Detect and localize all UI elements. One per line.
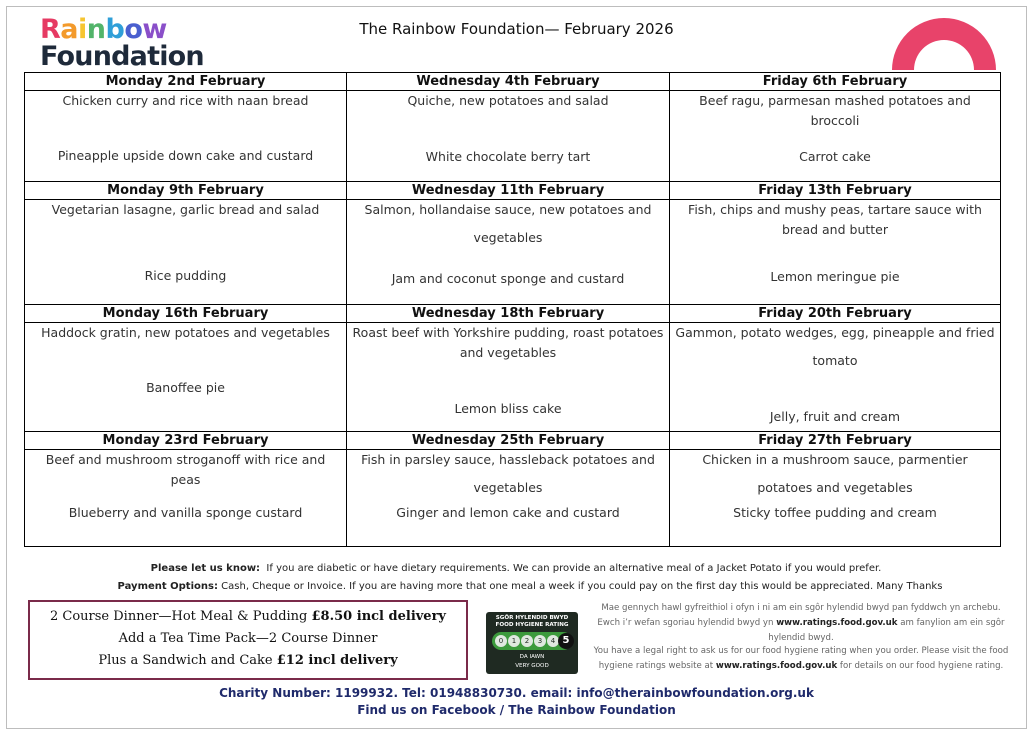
menu-cell — [347, 200, 670, 305]
day-header: Monday 16th February — [25, 305, 347, 323]
menu-cell — [347, 323, 670, 432]
food-hygiene-rating-badge — [486, 612, 578, 674]
legal-welsh-text-end: am fanylion am ein sgôr hylendid bwyd. — [768, 618, 1005, 643]
main-course: Fish in parsley sauce, hassleback potatoes and vegetables — [361, 452, 655, 495]
main-course: Haddock gratin, new potatoes and vegetables — [41, 325, 330, 340]
day-header: Friday 27th February — [670, 432, 1001, 450]
main-course: Fish, chips and mushy peas, tartare sauce with bread and butter — [688, 202, 982, 237]
hygiene-title-welsh: SGÔR HYLENDID BWYD — [495, 615, 569, 621]
menu-cell — [347, 450, 670, 547]
hygiene-scale-2: 2 — [521, 635, 533, 647]
dietary-note-text: If you are diabetic or have dietary requirements. We can provide an alternative meal of a Jacket Potato if you would prefer. — [266, 563, 882, 574]
price-line-3-price: £12 incl delivery — [276, 653, 398, 668]
legal-welsh-text: Mae gennych hawl gyfreithiol i ofyn i ni am ein sgôr hylendid bwyd pan fyddwch yn archebu. Ewch i’r wefan sgoriau hylendid bwyd yn — [597, 603, 1001, 628]
day-header: Friday 13th February — [670, 182, 1001, 200]
price-line-1-price: £8.50 incl delivery — [311, 609, 446, 624]
day-header: Monday 23rd February — [25, 432, 347, 450]
menu-cell — [670, 91, 1001, 182]
main-course: Beef and mushroom stroganoff with rice and peas — [45, 452, 326, 487]
menu-table — [24, 72, 1001, 547]
dessert: Ginger and lemon cake and custard — [396, 505, 620, 520]
dessert: Lemon bliss cake — [454, 401, 562, 416]
dessert: Jelly, fruit and cream — [769, 409, 901, 424]
day-header: Wednesday 25th February — [347, 432, 670, 450]
menu-cell — [25, 91, 347, 182]
payment-note-label: Payment Options: — [117, 581, 218, 592]
price-box — [28, 600, 468, 680]
payment-note-text: Cash, Cheque or Invoice. If you are having more that one meal a week if you could pay on the first day this would be appreciated. Many Thanks — [221, 581, 943, 592]
day-header: Monday 9th February — [25, 182, 347, 200]
main-course: Gammon, potato wedges, egg, pineapple and fried tomato — [675, 325, 995, 368]
main-course: Quiche, new potatoes and salad — [407, 93, 609, 108]
menu-cell — [670, 450, 1001, 547]
menu-cell — [25, 200, 347, 305]
dessert: White chocolate berry tart — [425, 149, 591, 164]
menu-cell — [25, 450, 347, 547]
menu-cell — [670, 323, 1001, 432]
hygiene-scale-3: 3 — [534, 635, 546, 647]
dessert: Blueberry and vanilla sponge custard — [68, 505, 303, 520]
dessert: Rice pudding — [144, 268, 227, 283]
dessert: Jam and coconut sponge and custard — [391, 271, 625, 286]
hygiene-scale-0: 0 — [495, 635, 507, 647]
week-3-meals-row — [25, 323, 1001, 432]
legal-text-english — [590, 644, 1012, 674]
legal-english-text: You have a legal right to ask us for our food hygiene rating when you order. Please visit the food hygiene ratings website at — [593, 646, 1009, 671]
price-line-1 — [30, 606, 466, 628]
main-course: Chicken curry and rice with naan bread — [62, 93, 309, 108]
week-1-header-row — [25, 73, 1001, 91]
main-course: Roast beef with Yorkshire pudding, roast potatoes and vegetables — [352, 325, 664, 360]
day-header: Friday 20th February — [670, 305, 1001, 323]
price-line-3-text: Plus a Sandwich and Cake — [98, 653, 277, 668]
price-line-2: Add a Tea Time Pack—2 Course Dinner — [118, 631, 378, 646]
logo-foundation-word: Foundation — [40, 41, 204, 72]
hygiene-label-welsh: DA IAWN — [519, 654, 545, 660]
main-course: Chicken in a mushroom sauce, parmentier potatoes and vegetables — [702, 452, 968, 495]
price-line-1-text: 2 Course Dinner—Hot Meal & Pudding — [50, 609, 312, 624]
legal-english-text-end: for details on our food hygiene rating. — [837, 661, 1004, 671]
dessert: Sticky toffee pudding and cream — [733, 505, 937, 520]
charity-contact-line: Charity Number: 1199932. Tel: 01948830730. email: info@therainbowfoundation.org.uk — [219, 686, 814, 700]
hygiene-scale-1: 1 — [508, 635, 520, 647]
menu-cell — [25, 323, 347, 432]
week-1-meals-row — [25, 91, 1001, 182]
main-course: Vegetarian lasagne, garlic bread and salad — [51, 202, 320, 217]
hygiene-title — [486, 612, 578, 629]
day-header: Monday 2nd February — [25, 73, 347, 91]
price-line-3 — [30, 650, 466, 672]
hygiene-scale-bar — [492, 632, 572, 650]
legal-welsh-url: www.ratings.food.gov.uk — [776, 618, 898, 628]
hygiene-title-english: FOOD HYGIENE RATING — [495, 622, 569, 628]
dietary-note — [0, 563, 1033, 574]
hygiene-scale-4: 4 — [547, 635, 559, 647]
dessert: Pineapple upside down cake and custard — [57, 148, 314, 163]
day-header: Friday 6th February — [670, 73, 1001, 91]
week-4-meals-row — [25, 450, 1001, 547]
week-2-meals-row — [25, 200, 1001, 305]
legal-text-welsh — [590, 601, 1012, 646]
day-header: Wednesday 18th February — [347, 305, 670, 323]
charity-facebook-line: Find us on Facebook / The Rainbow Foundation — [357, 703, 676, 717]
dessert: Lemon meringue pie — [770, 269, 900, 284]
main-course: Salmon, hollandaise sauce, new potatoes and vegetables — [364, 202, 652, 245]
menu-cell — [347, 91, 670, 182]
dessert: Carrot cake — [799, 149, 871, 164]
main-course: Beef ragu, parmesan mashed potatoes and broccoli — [699, 93, 971, 128]
page-title: The Rainbow Foundation— February 2026 — [359, 20, 674, 38]
day-header: Wednesday 11th February — [347, 182, 670, 200]
day-header: Wednesday 4th February — [347, 73, 670, 91]
legal-english-url: www.ratings.food.gov.uk — [715, 661, 838, 671]
dietary-note-label: Please let us know: — [150, 563, 261, 574]
dessert: Banoffee pie — [146, 380, 225, 395]
hygiene-label-english: VERY GOOD — [515, 663, 549, 669]
rainbow-arc-icon — [890, 18, 998, 70]
payment-note — [0, 581, 1033, 592]
hygiene-rating-value: 5 — [558, 633, 574, 649]
logo-rainbow-word: Rainbow — [40, 14, 167, 45]
menu-cell — [670, 200, 1001, 305]
